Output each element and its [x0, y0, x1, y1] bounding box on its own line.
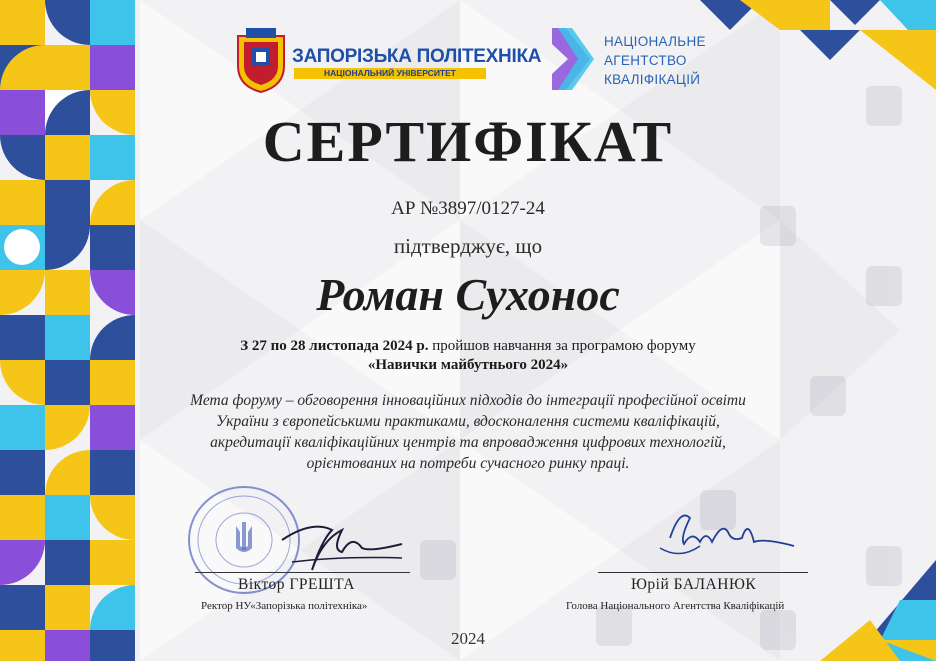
- purpose-line-2: України з європейськими практиками, вдосконалення системи кваліфікацій,: [216, 413, 720, 430]
- rector-name: Віктор ГРЕШТА: [238, 576, 355, 593]
- left-mosaic-decoration: [0, 0, 135, 661]
- program-name: «Навички майбутнього 2024»: [367, 357, 569, 373]
- rector-signature: [272, 510, 412, 574]
- agency-name: [604, 32, 706, 89]
- forum-purpose: [0, 390, 936, 474]
- head-signature: [650, 500, 800, 564]
- purpose-line-3: акредитації кваліфікаційних центрів та впровадження цифрових технологій,: [210, 434, 726, 451]
- agency-name-line-2: АГЕНТСТВО: [604, 53, 687, 68]
- training-dates: З 27 по 28 листопада 2024 р.: [240, 338, 429, 354]
- agency-name-line-3: КВАЛІФІКАЦІЙ: [604, 72, 701, 87]
- agency-logo: [548, 24, 728, 96]
- completion-text: пройшов навчання за програмою форуму: [428, 338, 696, 354]
- completion-statement: [0, 338, 936, 355]
- head-name: Юрій БАЛАНЮК: [631, 576, 757, 593]
- trident-icon: [236, 522, 252, 552]
- rector-signature-line: [195, 572, 410, 573]
- agency-name-line-1: НАЦІОНАЛЬНЕ: [604, 34, 706, 49]
- confirmation-text: підтверджує, що: [393, 234, 543, 258]
- certificate-title: СЕРТИФІКАТ: [262, 109, 674, 174]
- certificate-year: 2024: [451, 629, 485, 648]
- university-subtitle: НАЦІОНАЛЬНИЙ УНІВЕРСИТЕТ: [294, 68, 486, 79]
- agency-chevron-icon: [548, 24, 598, 94]
- purpose-line-1: Мета форуму – обговорення інноваційних підходів до інтеграції професійної освіти: [190, 392, 746, 409]
- head-signature-line: [598, 572, 808, 573]
- university-crest-icon: [232, 26, 290, 94]
- university-name: ЗАПОРІЗЬКА ПОЛІТЕХНІКА: [292, 46, 542, 67]
- purpose-line-4: орієнтованих на потреби сучасного ринку праці.: [306, 455, 630, 472]
- recipient-name: Роман Сухонос: [316, 269, 620, 320]
- certificate-number: АР №3897/0127-24: [391, 198, 545, 219]
- university-logo: [232, 26, 542, 96]
- head-position: Голова Національного Агентства Кваліфікацій: [566, 600, 785, 612]
- rector-position: Ректор НУ«Запорізька політехніка»: [201, 600, 368, 612]
